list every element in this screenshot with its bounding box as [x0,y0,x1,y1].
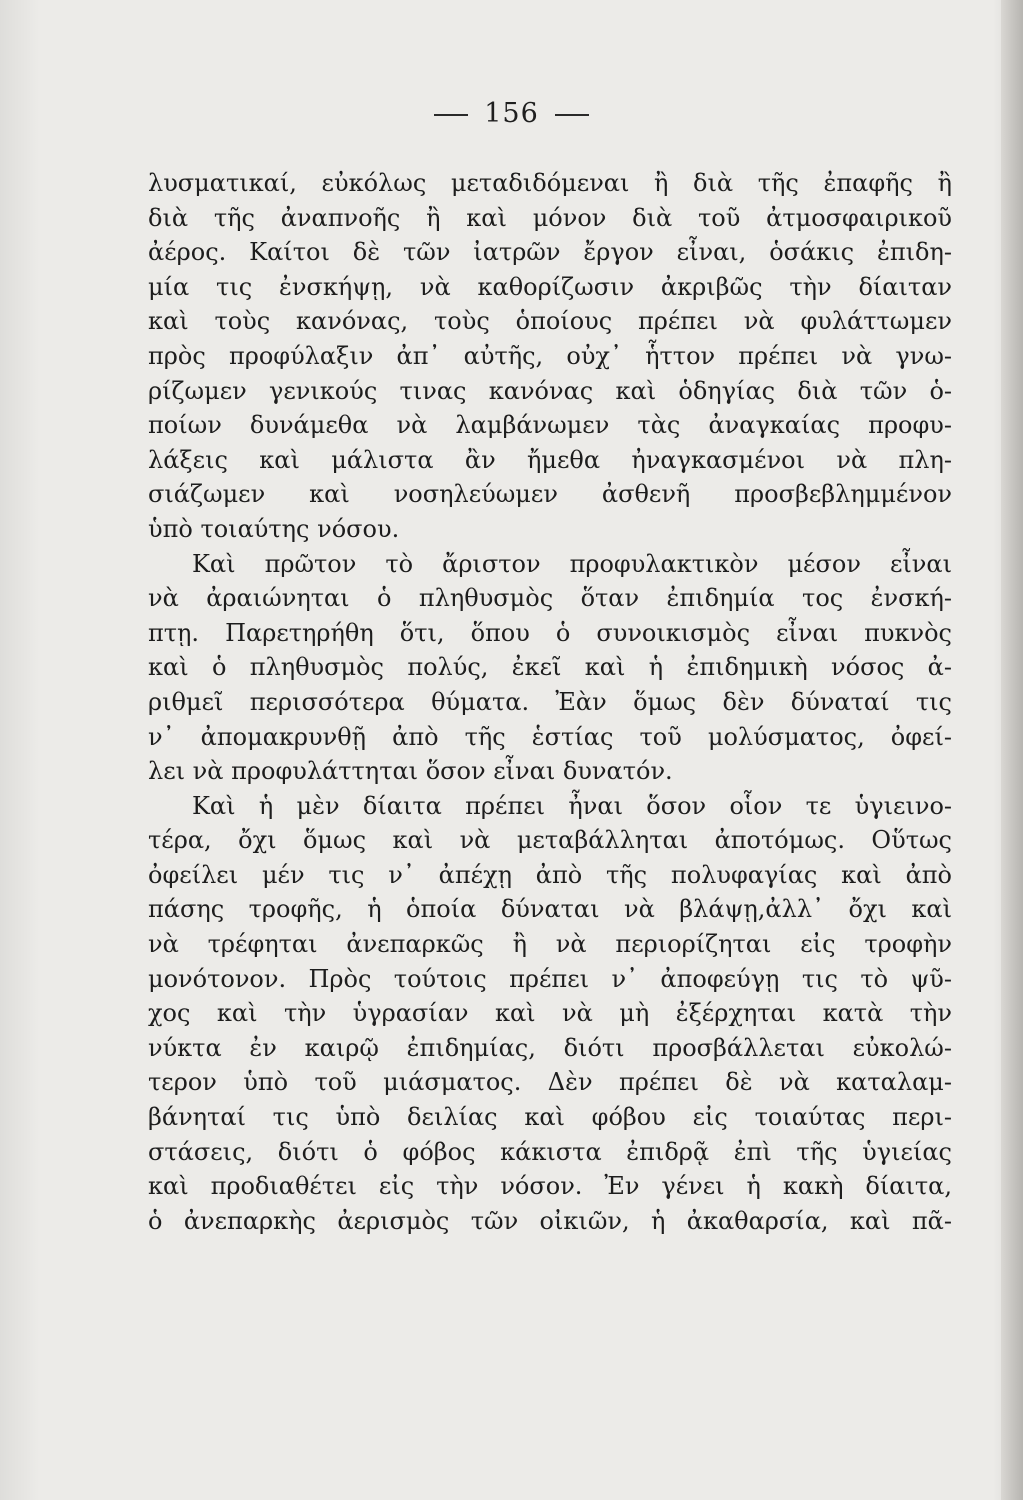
text-line: λυσματικαί, εὐκόλως μεταδιδόμεναι ἢ διὰ τῆς ἐπαφῆς ἢ [148,169,952,197]
text-line: καὶ τοὺς κανόνας, τοὺς ὁποίους πρέπει νὰ φυλάττωμεν [148,307,952,336]
text-line: ἀέρος. Καίτοι δὲ τῶν ἰατρῶν ἔργον εἶναι, ὁσάκις ἐπιδη- [148,238,952,267]
text-line: ὁ ἀνεπαρκὴς ἀερισμὸς τῶν οἰκιῶν, ἡ ἀκαθαρσία, καὶ πᾶ- [148,1206,952,1235]
text-line: καὶ ὁ πληθυσμὸς πολύς, ἐκεῖ καὶ ἡ ἐπιδημικὴ νόσος ἀ- [148,653,952,682]
text-line: ρίζωμεν γενικούς τινας κανόνας καὶ ὁδηγίας διὰ τῶν ὁ- [148,376,952,405]
left-dash [434,114,468,116]
text-line: καὶ προδιαθέτει εἰς τὴν νόσον. Ἐν γένει ἡ κακὴ δίαιτα, [148,1172,952,1201]
text-line: βάνηταί τις ὑπὸ δειλίας καὶ φόβου εἰς τοιαύτας περι- [148,1103,952,1132]
text-line: λάξεις καὶ μάλιστα ἂν ἤμεθα ἠναγκασμένοι νὰ πλη- [148,445,952,474]
text-line: Καὶ ἡ μὲν δίαιτα πρέπει ἦναι ὅσον οἷον τε ὑγιεινο- [192,791,952,820]
text-line: τερον ὑπὸ τοῦ μιάσματος. Δὲν πρέπει δὲ νὰ καταλαμ- [148,1068,952,1097]
text-line: πτῃ. Παρετηρήθη ὅτι, ὅπου ὁ συνοικισμὸς εἶναι πυκνὸς [148,618,952,647]
text-line: πρὸς προφύλαξιν ἀπ᾽ αὐτῆς, οὐχ᾽ ἧττον πρέπει νὰ γνω- [148,341,952,370]
text-line: νὰ τρέφηται ἀνεπαρκῶς ἢ νὰ περιορίζηται εἰς τροφὴν [148,930,952,959]
text-line: τέρα, ὄχι ὅμως καὶ νὰ μεταβάλληται ἀποτόμως. Οὕτως [148,826,952,855]
text-line: λει νὰ προφυλάττηται ὅσον εἶναι δυνατόν. [148,757,673,786]
body-text [148,166,952,1238]
page-edge-shadow [1001,0,1023,1500]
text-line: ὀφείλει μέν τις ν᾽ ἀπέχῃ ἀπὸ τῆς πολυφαγίας καὶ ἀπὸ [148,860,952,889]
text-line: μονότονον. Πρὸς τούτοις πρέπει ν᾽ ἀποφεύγῃ τις τὸ ψῦ- [148,964,952,993]
text-line: πάσης τροφῆς, ἡ ὁποία δύναται νὰ βλάψῃ,ἀλλ᾽ ὄχι καὶ [148,895,952,924]
page-number-value: 156 [484,98,539,129]
text-line: στάσεις, διότι ὁ φόβος κάκιστα ἐπιδρᾷ ἐπὶ τῆς ὑγιείας [148,1137,952,1166]
text-line: νύκτα ἐν καιρῷ ἐπιδημίας, διότι προσβάλλεται εὐκολώ- [148,1033,952,1062]
text-line: σιάζωμεν καὶ νοσηλεύωμεν ἀσθενῆ προσβεβλημμένον [148,480,952,509]
right-dash [555,114,589,116]
text-line: ριθμεῖ περισσότερα θύματα. Ἐὰν ὅμως δὲν δύναταί τις [148,687,952,716]
text-line: διὰ τῆς ἀναπνοῆς ἢ καὶ μόνον διὰ τοῦ ἀτμοσφαιρικοῦ [148,203,952,232]
text-line: ν᾽ ἀπομακρυνθῇ ἀπὸ τῆς ἑστίας τοῦ μολύσματος, ὀφεί- [148,722,952,751]
text-line: ὑπὸ τοιαύτης νόσου. [148,514,400,543]
text-line: μία τις ἐνσκήψῃ, νὰ καθορίζωσιν ἀκριβῶς τὴν δίαιταν [148,272,952,301]
page-number [0,98,1023,129]
text-line: Καὶ πρῶτον τὸ ἄριστον προφυλακτικὸν μέσον εἶναι [192,549,952,578]
text-line: νὰ ἀραιώνηται ὁ πληθυσμὸς ὅταν ἐπιδημία τος ἐνσκή- [148,584,952,613]
text-line: ποίων δυνάμεθα νὰ λαμβάνωμεν τὰς ἀναγκαίας προφυ- [148,411,952,440]
text-line: χος καὶ τὴν ὑγρασίαν καὶ νὰ μὴ ἐξέρχηται κατὰ τὴν [148,999,952,1028]
